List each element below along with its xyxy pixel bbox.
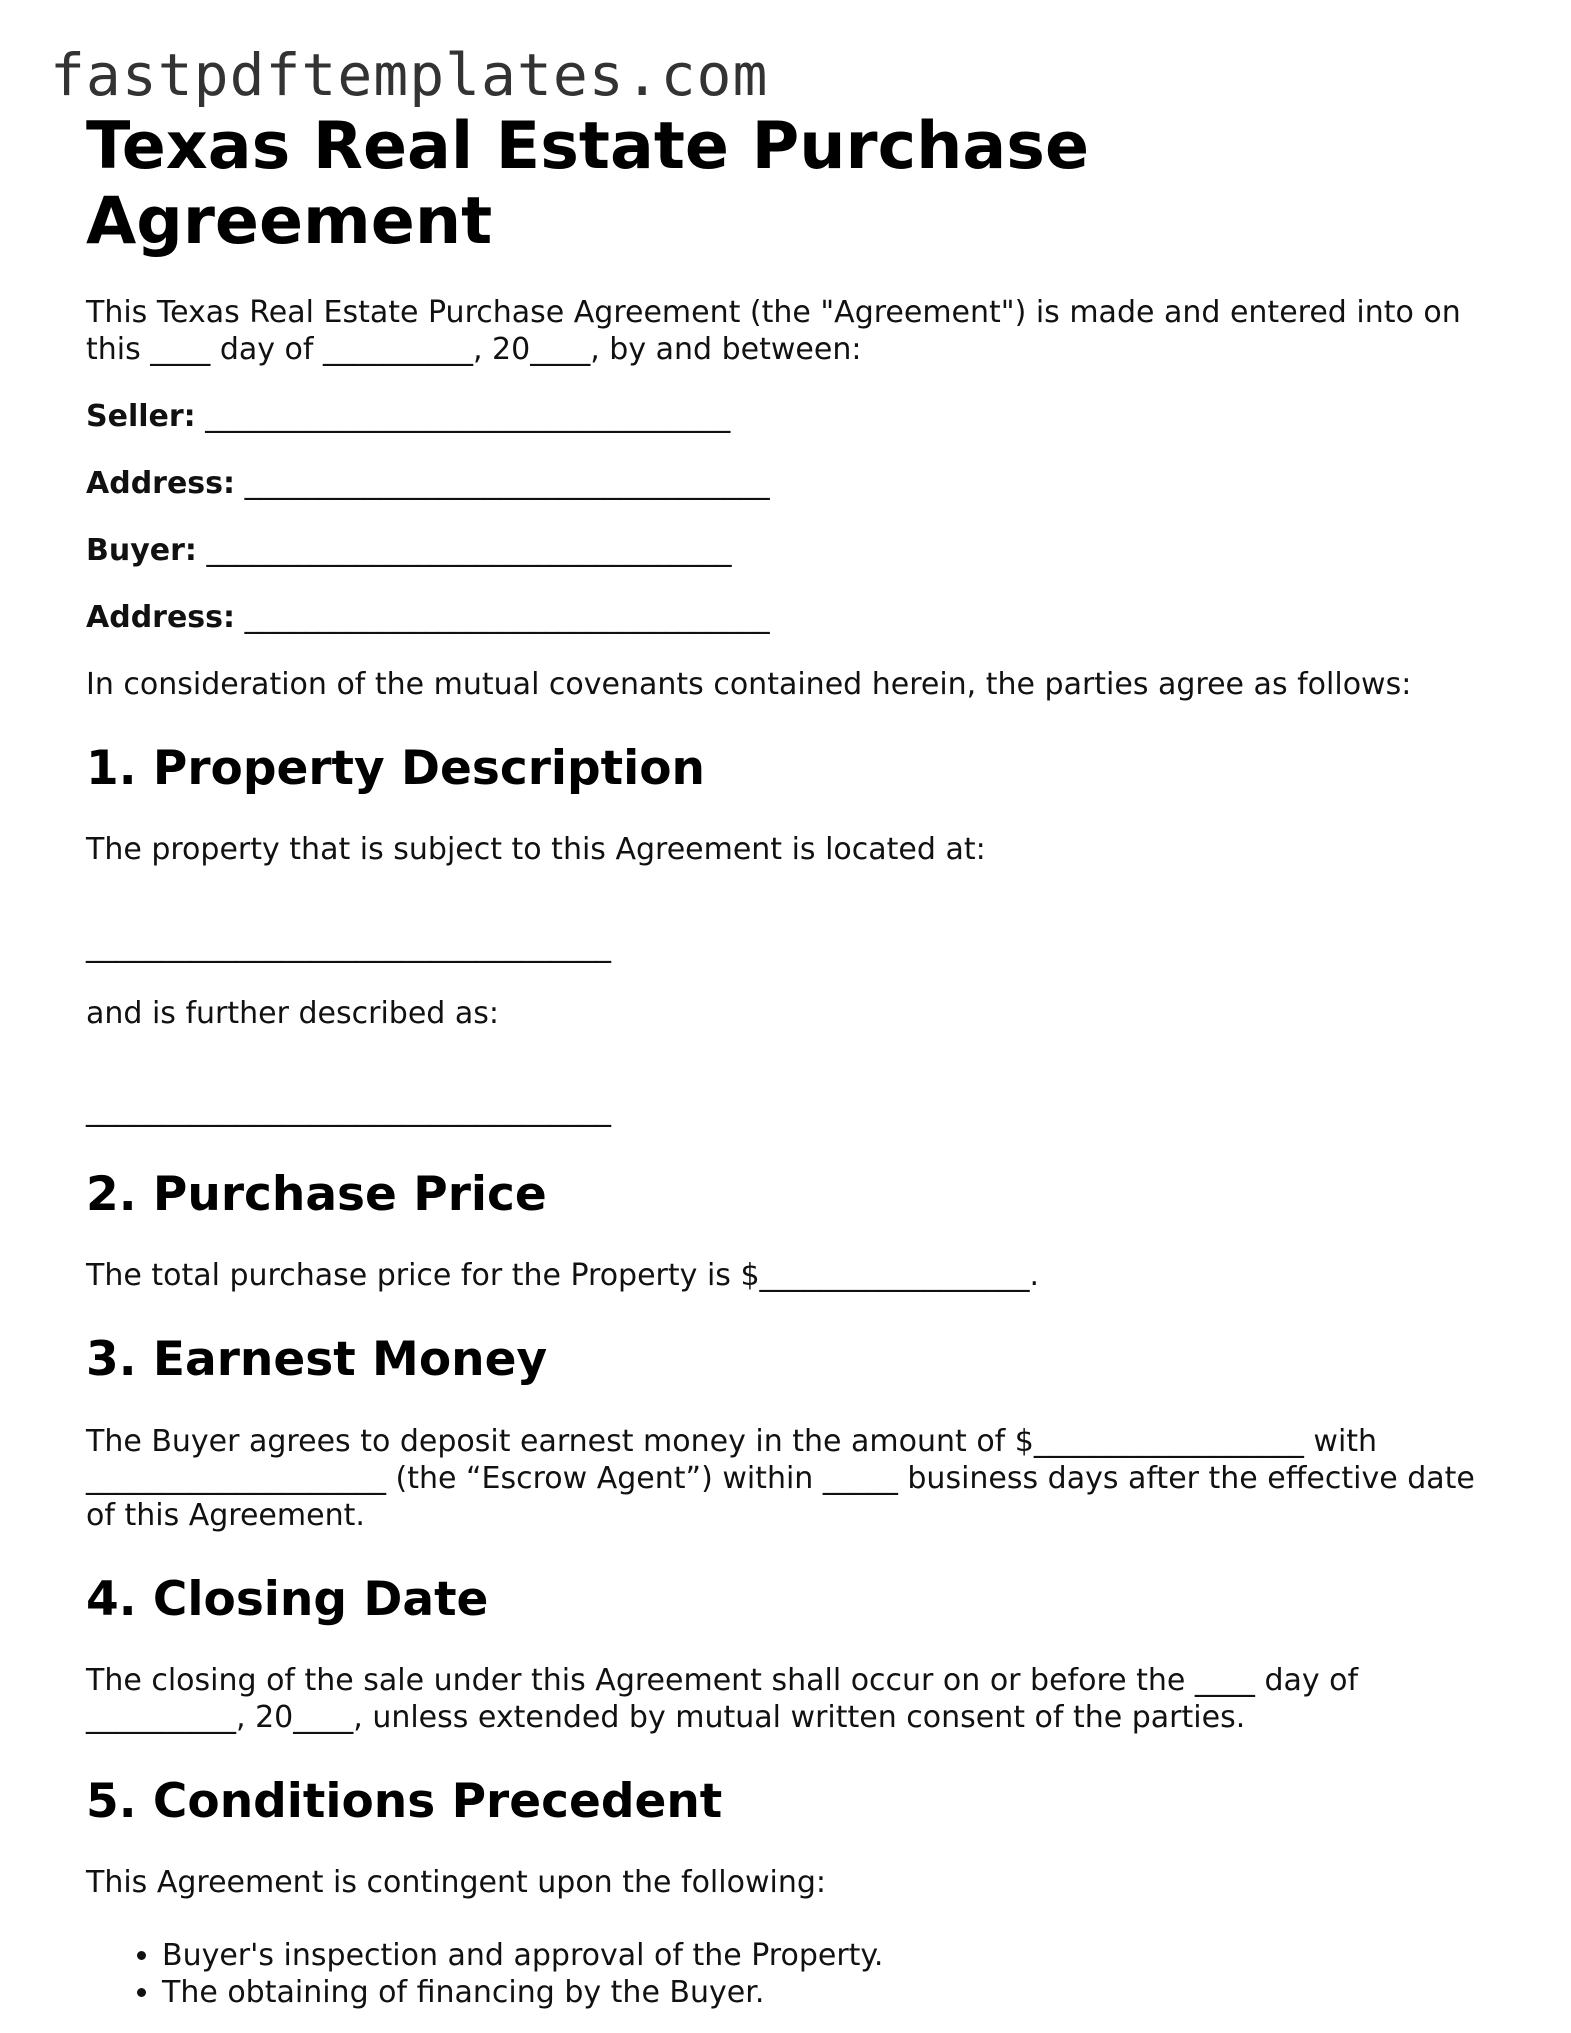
intro-paragraph: This Texas Real Estate Purchase Agreement (the "Agreement") is made and entered into on this ____ day of __________, 20____, by and between: <box>86 294 1461 367</box>
section-conditions-precedent <box>86 1774 1486 2011</box>
seller-field <box>86 398 1486 435</box>
property-location-text: The property that is subject to this Agreement is located at: <box>86 831 986 867</box>
watermark: fastpdftemplates.com <box>50 41 769 109</box>
seller-address-label: Address: <box>86 465 236 501</box>
buyer-blank[interactable]: ___________________________________ <box>206 532 732 568</box>
property-description-text: and is further described as: <box>86 995 499 1031</box>
section-property-description <box>86 741 1486 1129</box>
seller-address-blank[interactable]: ___________________________________ <box>244 465 770 501</box>
section-purchase-price <box>86 1167 1486 1294</box>
buyer-address-label: Address: <box>86 599 236 635</box>
earnest-money-text: The Buyer agrees to deposit earnest money in the amount of $__________________ with ____________________ (the “Escrow Agent”) within _____ business days after the effective date of this Agreement. <box>86 1423 1475 1533</box>
buyer-label: Buyer: <box>86 532 197 568</box>
buyer-field <box>86 532 1486 569</box>
section-earnest-money <box>86 1332 1486 1533</box>
seller-address-field <box>86 465 1486 502</box>
conditions-list <box>86 1937 1486 2011</box>
document-title: Texas Real Estate Purchase Agreement <box>86 109 1090 259</box>
section-heading-property: 1. Property Description <box>86 740 705 796</box>
buyer-address-field <box>86 599 1486 636</box>
buyer-address-blank[interactable]: ___________________________________ <box>244 599 770 635</box>
closing-date-text: The closing of the sale under this Agreement shall occur on or before the ____ day of __________, 20____, unless extended by mutual written consent of the parties. <box>86 1663 1359 1736</box>
list-item: • Buyer's inspection and approval of the Property. <box>162 1937 1486 1974</box>
section-heading-conditions: 5. Conditions Precedent <box>86 1774 723 1830</box>
consideration-paragraph: In consideration of the mutual covenants contained herein, the parties agree as follows: <box>86 666 1412 702</box>
conditions-text: This Agreement is contingent upon the following: <box>86 1865 826 1901</box>
section-heading-closing: 4. Closing Date <box>86 1571 489 1627</box>
purchase-price-text: The total purchase price for the Property is $__________________. <box>86 1258 1040 1294</box>
property-description-blank[interactable]: ___________________________________ <box>86 1092 611 1128</box>
section-heading-earnest: 3. Earnest Money <box>86 1332 548 1388</box>
section-closing-date <box>86 1572 1486 1736</box>
property-location-blank[interactable]: ___________________________________ <box>86 928 611 964</box>
seller-label: Seller: <box>86 398 196 434</box>
list-item: • The obtaining of financing by the Buyer. <box>162 1974 1486 2011</box>
seller-blank[interactable]: ___________________________________ <box>205 398 731 434</box>
section-heading-price: 2. Purchase Price <box>86 1166 547 1222</box>
document-page <box>86 110 1486 2011</box>
